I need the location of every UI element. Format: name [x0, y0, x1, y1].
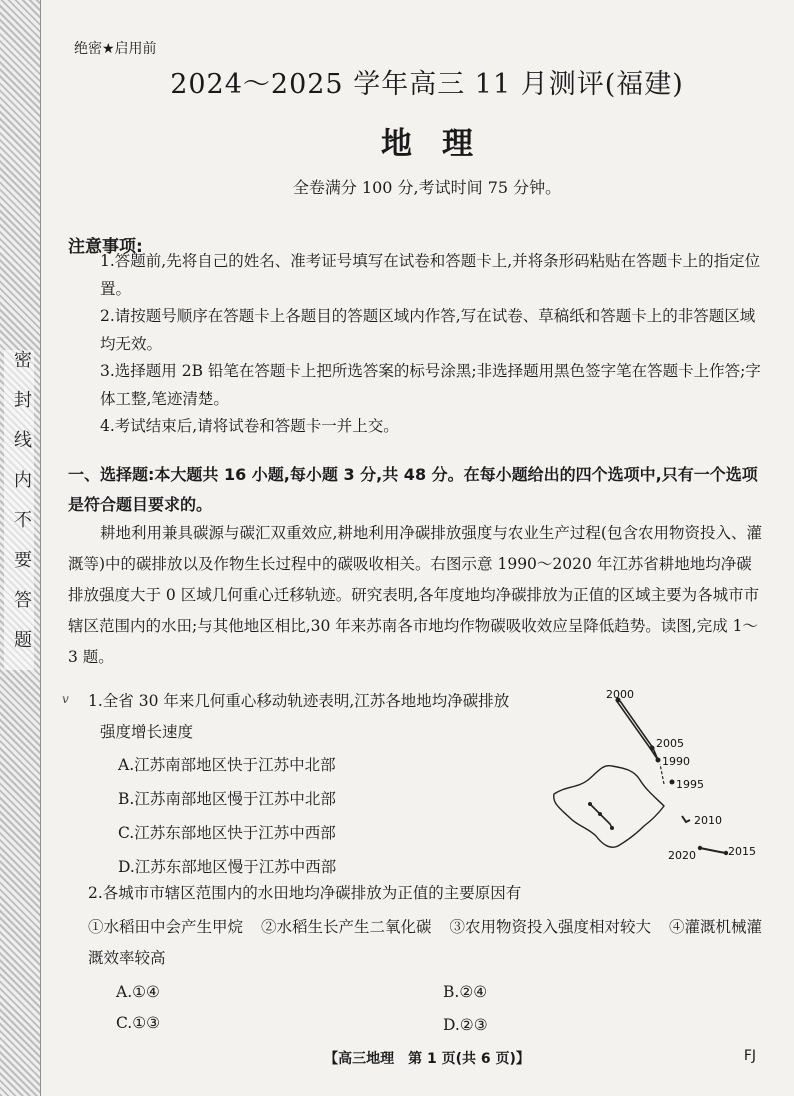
- inner-point: [610, 826, 614, 830]
- question-1-stem: [88, 686, 538, 748]
- q2-option-c[interactable]: C.①③: [116, 1014, 161, 1032]
- confidential-label: 绝密★启用前: [74, 41, 157, 57]
- exam-info: 全卷满分 100 分,考试时间 75 分钟。: [292, 178, 562, 197]
- notice-list: [100, 248, 762, 441]
- q2-option-b[interactable]: B.②④: [443, 983, 488, 1001]
- point-2005: [650, 746, 655, 751]
- label-2000: 2000: [606, 688, 634, 701]
- inner-point: [598, 812, 602, 816]
- subject-title: 地理: [381, 126, 503, 162]
- q2-option-d[interactable]: D.②③: [443, 1016, 488, 1034]
- label-2010: 2010: [694, 814, 722, 827]
- binding-warning-text: 密封线内不要答题: [4, 350, 34, 670]
- trajectory-line: [616, 700, 658, 760]
- option-a[interactable]: A.江苏南部地区快于江苏中北部: [118, 756, 336, 774]
- point-2010: [682, 816, 690, 822]
- label-1990: 1990: [662, 755, 690, 768]
- point-1990: [656, 758, 661, 763]
- statement-4: ④灌溉机械灌溉效率较高: [88, 918, 763, 967]
- notice-item: 2.请按题号顺序在答题卡上各题目的答题区域内作答,写在试卷、草稿纸和答题卡上的非答题区域均无效。: [100, 307, 756, 353]
- handwritten-mark: v: [62, 692, 69, 706]
- segment-2020-2015: [700, 848, 726, 853]
- exam-title: 2024～2025 学年高三 11 月测评(福建): [170, 69, 684, 100]
- question-1-stem-line: 1.全省 30 年来几何重心移动轨迹表明,江苏各地地均净碳排放: [88, 692, 510, 710]
- region-code: FJ: [743, 1048, 756, 1064]
- label-2015: 2015: [728, 845, 756, 858]
- statement-3: ③农用物资投入强度相对较大: [449, 918, 652, 936]
- label-2005: 2005: [656, 737, 684, 750]
- q2-option-a[interactable]: A.①④: [116, 983, 160, 1001]
- binding-strip: [0, 0, 41, 1096]
- point-2020: [698, 846, 702, 850]
- question-2-stem: 2.各城市市辖区范围内的水田地均净碳排放为正值的主要原因有: [88, 884, 522, 902]
- notice-item: 1.答题前,先将自己的姓名、准考证号填写在试卷和答题卡上,并将条形码粘贴在答题卡上的指定位置。: [100, 252, 761, 298]
- section-heading: 一、选择题:本大题共 16 小题,每小题 3 分,共 48 分。在每小题给出的四个选项中,只有一个选项是符合题目要求的。: [68, 465, 758, 514]
- option-c[interactable]: C.江苏东部地区快于江苏中西部: [118, 824, 336, 842]
- reading-passage: 耕地利用兼具碳源与碳汇双重效应,耕地利用净碳排放强度与农业生产过程(包含农用物资投入、灌溉等)中的碳排放以及作物生长过程中的碳吸收相关。右图示意 1990～2020 年江苏省耕地地均净碳排放强度大于 0 区域几何重心迁移轨迹。研究表明,各年度地均净碳排放为正值的区域主要为各城市市辖区范围内的水田;与其他地区相比,30 年来苏南各市地均作物碳吸收效应呈降低趋势。读图,完成 1～3 题。: [68, 524, 762, 666]
- statement-2: ②水稻生长产生二氧化碳: [261, 918, 432, 936]
- notice-title: 注意事项:: [68, 237, 143, 257]
- jiangsu-outline: [554, 766, 664, 848]
- notice-item: 3.选择题用 2B 铅笔在答题卡上把所选答案的标号涂黑;非选择题用黑色签字笔在答题卡上作答;字体工整,笔迹清楚。: [100, 362, 761, 408]
- centroid-migration-map: [540, 678, 775, 868]
- inner-point: [588, 802, 592, 806]
- inner-trajectory: [590, 804, 612, 828]
- option-d[interactable]: D.江苏东部地区慢于江苏中西部: [118, 858, 337, 876]
- question-2-statements: [88, 912, 764, 974]
- label-1995: 1995: [676, 778, 704, 791]
- label-2020: 2020: [668, 849, 696, 862]
- page-footer: 【高三地理 第 1 页(共 6 页)】: [324, 1051, 530, 1067]
- statement-1: ①水稻田中会产生甲烷: [88, 918, 244, 936]
- question-1-options: [118, 748, 336, 884]
- notice-item: 4.考试结束后,请将试卷和答题卡一并上交。: [100, 417, 399, 435]
- question-1-stem-line: 强度增长速度: [100, 723, 194, 741]
- option-b[interactable]: B.江苏南部地区慢于江苏中北部: [118, 790, 336, 808]
- point-1995: [670, 780, 675, 785]
